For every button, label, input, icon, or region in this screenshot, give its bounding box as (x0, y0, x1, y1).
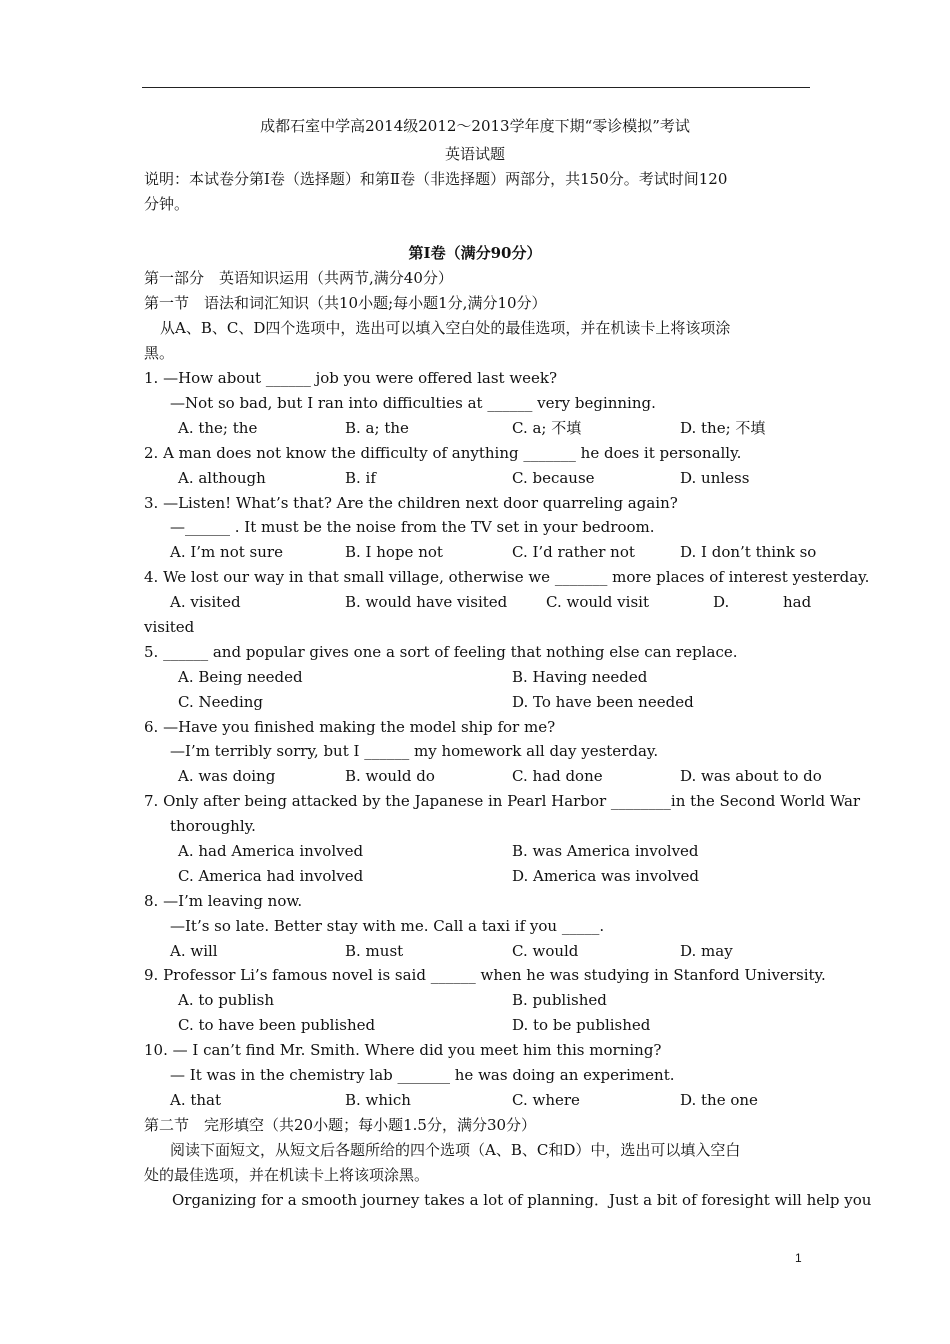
option-c: C. would visit (546, 593, 649, 611)
instructions: 从A、B、C、D四个选项中，选出可以填入空白处的最佳选项，并在机读卡上将该项涂 (160, 319, 731, 337)
option-d-cont: visited (144, 618, 195, 636)
option-a: A. I’m not sure (170, 543, 283, 561)
question-response: —It’s so late. Better stay with me. Call a taxi if you _____. (170, 917, 605, 935)
option-b: B. if (345, 469, 376, 487)
question-stem-cont: thoroughly. (170, 817, 256, 835)
question-stem: 10. — I can’t find Mr. Smith. Where did you meet him this morning? (144, 1041, 662, 1059)
exam-subject: 英语试题 (444, 145, 505, 163)
question-stem: 2. A man does not know the difficulty of anything _______ he does it personally. (144, 444, 742, 462)
option-a: A. was doing (178, 767, 276, 785)
exam-title: 成都石室中学高2014级2012～2013学年度下期“零诊模拟”考试 (260, 117, 690, 135)
option-a: A. that (170, 1091, 222, 1109)
option-b: B. I hope not (345, 543, 443, 561)
option-b: B. would do (345, 767, 435, 785)
option-a: A. Being needed (178, 668, 303, 686)
option-d-text: had (783, 593, 812, 611)
question-response: — It was in the chemistry lab _______ he was doing an experiment. (170, 1066, 675, 1084)
option-c: C. had done (512, 767, 603, 785)
header-rule (142, 87, 810, 88)
option-c: C. America had involved (178, 867, 364, 885)
option-a: A. had America involved (178, 842, 364, 860)
question-response: —I’m terribly sorry, but I ______ my homework all day yesterday. (170, 742, 659, 760)
option-c: C. a; 不填 (512, 419, 582, 437)
option-d: D. to be published (512, 1016, 651, 1034)
option-a: A. to publish (178, 991, 275, 1009)
passage-text: Organizing for a smooth journey takes a lot of planning．Just a bit of foresight will help you (172, 1191, 872, 1209)
option-b: B. which (345, 1091, 411, 1109)
instructions-cont: 黑。 (144, 344, 175, 362)
option-c: C. where (512, 1091, 580, 1109)
page-number: 1 (795, 1251, 802, 1265)
option-b: B. would have visited (345, 593, 508, 611)
question-stem: 4. We lost our way in that small village, otherwise we _______ more places of interest yesterday. (144, 568, 870, 586)
subsection-heading: 第一节 语法和词汇知识（共10小题;每小题1分,满分10分） (144, 294, 547, 312)
option-a: A. will (170, 942, 218, 960)
subsection-heading: 第二节 完形填空（共20小题；每小题1.5分，满分30分） (144, 1116, 537, 1134)
question-stem: 1. —How about ______ job you were offered last week? (144, 369, 558, 387)
question-response: —Not so bad, but I ran into difficulties at ______ very beginning. (170, 394, 656, 412)
question-stem: 8. —I’m leaving now. (144, 892, 303, 910)
option-d: D. unless (680, 469, 750, 487)
part-title: 第Ⅰ卷（满分90分） (408, 244, 542, 262)
option-d: D. was about to do (680, 767, 822, 785)
option-c: C. I’d rather not (512, 543, 635, 561)
option-d: D. America was involved (512, 867, 700, 885)
option-b: B. published (512, 991, 607, 1009)
option-b: B. must (345, 942, 404, 960)
option-d: D. To have been needed (512, 693, 694, 711)
question-stem: 5. ______ and popular gives one a sort of feeling that nothing else can replace. (144, 643, 738, 661)
instructions-cont: 处的最佳选项，并在机读卡上将该项涂黑。 (144, 1166, 430, 1184)
option-c: C. to have been published (178, 1016, 376, 1034)
exam-note-cont: 分钟。 (144, 195, 190, 213)
option-c: C. Needing (178, 693, 264, 711)
option-d: D. I don’t think so (680, 543, 817, 561)
question-response: —______ . It must be the noise from the TV set in your bedroom. (170, 518, 655, 536)
option-a: A. although (178, 469, 266, 487)
instructions: 阅读下面短文，从短文后各题所给的四个选项（A、B、C和D）中，选出可以填入空白 (170, 1141, 741, 1159)
option-c: C. would (512, 942, 579, 960)
option-d: D. the one (680, 1091, 758, 1109)
question-stem: 6. —Have you finished making the model ship for me? (144, 718, 556, 736)
option-a: A. the; the (178, 419, 258, 437)
question-stem: 9. Professor Li’s famous novel is said ______ when he was studying in Stanford University. (144, 966, 826, 984)
exam-note: 说明：本试卷分第Ⅰ卷（选择题）和第Ⅱ卷（非选择题）两部分，共150分。考试时间120 (144, 170, 728, 188)
option-d: D. may (680, 942, 733, 960)
section-heading: 第一部分 英语知识运用（共两节,满分40分） (144, 269, 453, 287)
option-d: D. (713, 593, 730, 611)
option-a: A. visited (170, 593, 241, 611)
option-b: B. was America involved (512, 842, 699, 860)
question-stem: 7. Only after being attacked by the Japanese in Pearl Harbor ________in the Second World War (144, 792, 861, 810)
question-stem: 3. —Listen! What’s that? Are the children next door quarreling again? (144, 494, 678, 512)
option-b: B. a; the (345, 419, 409, 437)
option-b: B. Having needed (512, 668, 648, 686)
option-c: C. because (512, 469, 595, 487)
option-d: D. the; 不填 (680, 419, 766, 437)
